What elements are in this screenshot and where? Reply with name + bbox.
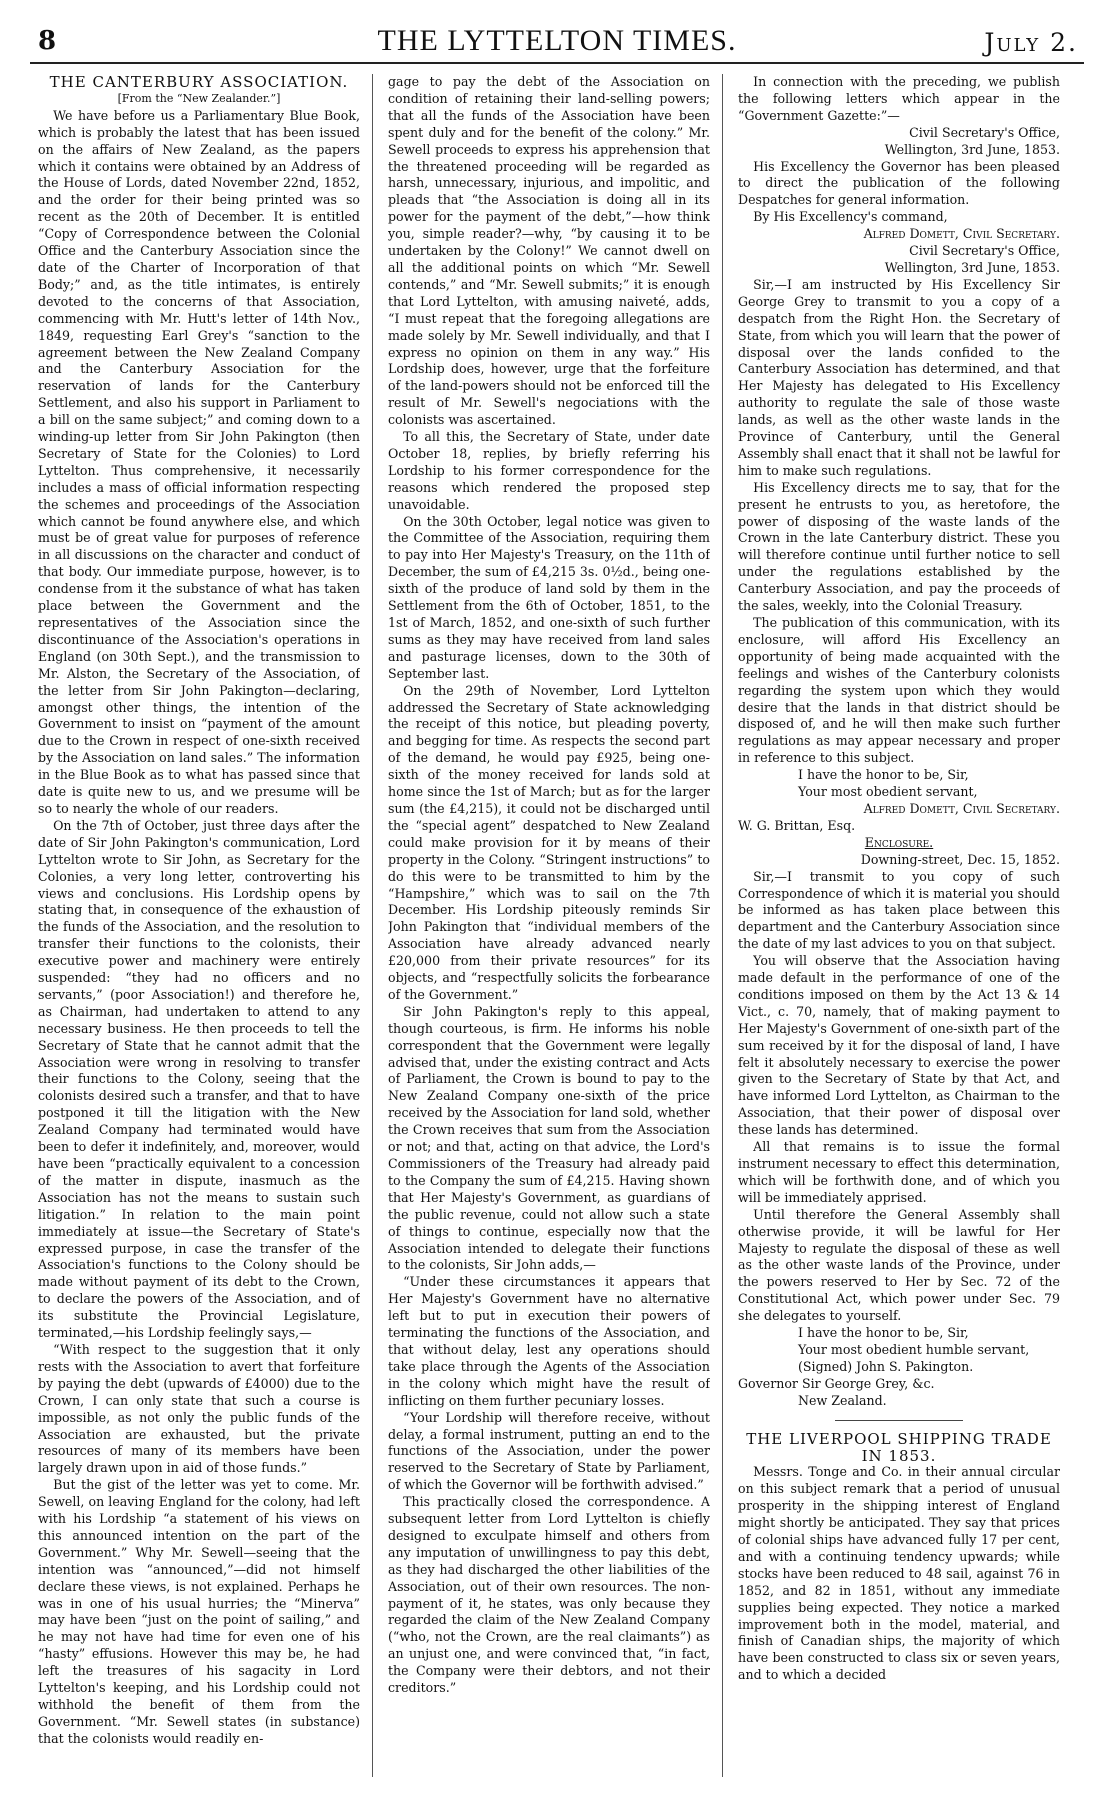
article-heading: THE LIVERPOOL SHIPPING TRADE IN 1853. (746, 1429, 1052, 1465)
masthead-rule (30, 62, 1084, 64)
article-source: [From the “New Zealander.”] (117, 91, 281, 105)
issue-date: July 2. (984, 28, 1078, 57)
paragraph: On the 29th of November, Lord Lyttelton addressed the Secretary of State acknowledging the receipt of this notice, but pleading poverty, and begging for time. As respects the second part of the demand, he would pay £925, being one-sixth of the money received for lands sold at home since the 1st of March; but as for the larger sum (the £4,215), it could not be discharged until the “special agent” despatched to New Zealand could make provision for it by means of their property in the Colony. “Stringent instructions” to do this were to be transmitted to him by the “Hampshire,” which was to sail on the 7th December. His Lordship piteously reminds Sir John Pakington that “individual members of the Association have already advanced nearly £20,000 from their private resources” for its objects, and “respectfully solicits the forbearance of the Government.” (388, 682, 710, 1002)
letter-address: Wellington, 3rd June, 1853. (884, 141, 1060, 157)
paragraph: gage to pay the debt of the Association on condition of retaining their land-selling powers; that all the funds of the Association have been spent duly and for the benefit of the colony.” Mr. Sewell proceeds to express his apprehension that the threatened proceeding will be regarded as harsh, unnecessary, injurious, and impolitic, and pleads that “the Association is doing all in its power for the payment of the debt,”—how think you, simple reader?—why, “by causing it to be undertaken by the Colony!” We cannot dwell on all the additional points on which “Mr. Sewell contends,” and “Mr. Sewell submits;” it is enough that Lord Lyttelton, with amusing naiveté, adds, “I must repeat that the foregoing allegations are made solely by Mr. Sewell individually, and that I express no opinion on them in any way.” His Lordship does, however, urge that the forfeiture of the land-powers should not be enforced till the result of Mr. Sewell's negociations with the colonists was ascertained. (388, 74, 710, 428)
paragraph: On the 30th October, legal notice was given to the Committee of the Association, requiring them to pay into Her Majesty's Treasury, on the 11th of December, the sum of £4,215 3s. 0½d., being one-sixth of the produce of land sold by them in the Settlement from the 6th of October, 1851, to the 1st of March, 1852, and one-sixth of such further sums as they may have received from land sales and pasturage licenses, down to the 30th of September last. (388, 513, 710, 681)
paragraph: On the 7th of October, just three days after the date of Sir John Pakington's communication, Lord Lyttelton wrote to Sir John, as Secretary for the Colonies, a very long letter, controverting his views and conclusions. His Lordship opens by stating that, in consequence of the exhaustion of the funds of the Association, and the resolution to transfer their functions to the colonists, their executive power and machinery were entirely suspended: “they had no officers and no servants,” (poor Association!) and therefore he, as Chairman, had undertaken to attend to any necessary business. He then proceeds to tell the Secretary of State that he cannot admit that the Association were wrong in resolving to transfer their functions to the Colony, seeing that the colonists desired such a transfer, and that to have postponed it till the litigation with the New Zealand Company had terminated would have been to defer it indefinitely, and, moreover, would have been “practically equivalent to a concession of the matter in dispute, inasmuch as the Association has not the means to sustain such litigation.” In relation to the main point immediately at issue—the Secretary of State's expressed purpose, in case the transfer of the Association's functions to the Colony should be made without payment of its debt to the Crown, to declare the powers of the Association, and of its substitute the Provincial Legislature, terminated,—his Lordship feelingly says,— (38, 817, 360, 1341)
page-number: 8 (38, 26, 57, 56)
column-2 (388, 74, 710, 1778)
paragraph: To all this, the Secretary of State, under date October 18, replies, by briefly referring his Lordship to his former correspondence for the reasons which rendered the proposed step unavoidable. (388, 429, 710, 512)
column-3 (738, 74, 1060, 1778)
paragraph: We have before us a Parliamentary Blue Book, which is probably the latest that has been issued on the affairs of New Zealand, as the papers which it contains were obtained by an Address of the House of Lords, dated November 22nd, 1852, and the order for their being printed was so recent as the 20th of December. It is entitled “Copy of Correspondence between the Colonial Office and the Canterbury Association since the date of the Charter of Incorporation of that Body;” and, as the title intimates, is entirely devoted to the concerns of that Association, commencing with Mr. Hutt's letter of 14th Nov., 1849, requesting Earl Grey's “sanction to the agreement between the New Zealand Company and the Canterbury Association for the reservation of lands for the Canterbury Settlement, and also his support in Parliament to a bill on the same subject;” and coming down to a winding-up letter from Sir John Pakington (then Secretary of State for the Colonies) to Lord Lyttelton. Thus comprehensive, it necessarily includes a mass of official information respecting the schemes and proceedings of the Association which cannot be found anywhere else, and which must be of great value for purposes of reference in all discussions on the character and conduct of that body. Our immediate purpose, however, is to condense from it the substance of what has taken place between the Government and the representatives of the Association since the discontinuance of the Association's operations in England (on 30th Sept.), and the transmission to Mr. Alston, the Secretary of the Association, of the letter from Sir John Pakington—declaring, amongst other things, the intention of the Government to insist on “payment of the amount due to the Crown in respect of one-sixth received by the Association on land sales.” The information in the Blue Book as to what has passed since that date is quite new to us, and we presume will be so to nearly the whole of our readers. (38, 107, 360, 816)
newspaper-title: THE LYTTELTON TIMES. (377, 24, 737, 57)
closing: Your most obedient servant, (798, 784, 978, 800)
paragraph: His Excellency directs me to say, that for the present he entrusts to you, as heretofore, the power of disposing of the waste lands of the Crown in the late Canterbury district. These you will therefore continue until further notice to sell under the regulations established by the Canterbury Association, and pay the proceeds of the sales, weekly, into the Colonial Treasury. (738, 479, 1060, 614)
paragraph: Until therefore the General Assembly shall otherwise provide, it will be lawful for Her Majesty to regulate the disposal of these as well as the other waste lands of the Province, under the powers reserved to Her by Sec. 72 of the Constitutional Act, which power under Sec. 79 she delegates to yourself. (738, 1206, 1060, 1324)
paragraph: In connection with the preceding, we publish the following letters which appear in the “Government Gazette:”— (738, 74, 1060, 123)
letter-address: Wellington, 3rd June, 1853. (884, 259, 1060, 275)
letter-address: Downing-street, Dec. 15, 1852. (860, 851, 1060, 867)
column-divider (722, 74, 723, 1777)
section-divider (835, 1420, 964, 1421)
column-1 (38, 74, 360, 1778)
addressee: W. G. Brittan, Esq. (738, 817, 856, 833)
signature: Alfred Domett, Civil Secretary. (863, 800, 1060, 816)
paragraph: But the gist of the letter was yet to come. Mr. Sewell, on leaving England for the colony, had left with his Lordship “a statement of his views on this announced intention on the part of the Government.” Why Mr. Sewell—seeing that the intention was “announced,”—did not himself declare these views, is not explained. Perhaps he was in one of his usual hurries; the “Minerva” may have been “just on the point of sailing,” and he may not have had time for even one of his “hasty” effusions. However this may be, he had left the treasures of his sagacity in Lord Lyttelton's keeping, and his Lordship could not withhold the benefit of them from the Government. “Mr. Sewell states (in substance) that the colonists would readily en- (38, 1477, 360, 1746)
paragraph: His Excellency the Governor has been pleased to direct the publication of the following Despatches for general information. (738, 158, 1060, 208)
paragraph: “With respect to the suggestion that it only rests with the Association to avert that forfeiture by paying the debt (upwards of £4000) due to the Crown, I can only state that such a course is impossible, as not only the public funds of the Association are exhausted, but the private resources of many of its members have been largely drawn upon in aid of those funds.” (38, 1341, 360, 1476)
paragraph: By His Excellency's command, (753, 209, 948, 225)
closing: I have the honor to be, Sir, (798, 1325, 969, 1341)
paragraph: “Under these circumstances it appears that Her Majesty's Government have no alternative left but to put in execution their powers of terminating the functions of the Association, and that without delay, lest any operations should take place through the Agents of the Association in the colony which might have the result of inflicting on them further pecuniary losses. (388, 1274, 710, 1408)
signature: (Signed) John S. Pakington. (798, 1358, 974, 1374)
letter-address: Civil Secretary's Office, (909, 124, 1060, 140)
addressee: Governor Sir George Grey, &c. (738, 1375, 935, 1391)
paragraph: Sir,—I am instructed by His Excellency Sir George Grey to transmit to you a copy of a despatch from the Right Hon. the Secretary of State, from which you will learn that the power of disposal over the lands confided to the Canterbury Association has determined, and that Her Majesty has delegated to His Excellency authority to regulate the sale of those waste lands, as well as the other waste lands in the Province of Canterbury, until the General Assembly shall enact that it shall not be lawful for him to make such regulations. (738, 276, 1060, 478)
closing: I have the honor to be, Sir, (798, 767, 969, 783)
masthead (30, 20, 1084, 66)
paragraph: This practically closed the correspondence. A subsequent letter from Lord Lyttelton is chiefly designed to exculpate himself and others from any imputation of unwillingness to pay this debt, as they had discharged the other liabilities of the Association, out of their own resources. The non-payment of it, he states, was only because they regarded the claim of the New Zealand Company (“who, not the Crown, are the real claimants”) as an unjust one, and were convinced that, “in fact, the Company were their debtors, and not their creditors.” (388, 1494, 710, 1696)
paragraph: Sir John Pakington's reply to this appeal, though courteous, is firm. He informs his noble correspondent that the Government were legally advised that, under the existing contract and Acts of Parliament, the Crown is bound to pay to the New Zealand Company one-sixth of the price received by the Association for land sold, whether the Crown receives that sum from the Association or not; and that, acting on that advice, the Lord's Commissioners of the Treasury had already paid to the Company the sum of £4,215. Having shown that Her Majesty's Government, as guardians of the public revenue, could not allow such a state of things to continue, especially now that the Association intended to delegate their functions to the colonists, Sir John adds,— (388, 1003, 710, 1273)
column-divider (372, 74, 373, 1777)
paragraph: You will observe that the Association having made default in the performance of one of the conditions imposed on them by the Act 13 & 14 Vict., c. 70, namely, that of making payment to Her Majesty's Government of one-sixth part of the sum received by it for the disposal of land, I have felt it absolutely necessary to exercise the power given to the Secretary of State by that Act, and have informed Lord Lyttelton, as Chairman to the Association, that their power of disposal over these lands has determined. (738, 953, 1060, 1138)
paragraph: The publication of this communication, with its enclosure, will afford His Excellency an opportunity of being made acquainted with the feelings and wishes of the Canterbury colonists regarding the system upon which they would desire that the lands in that district should be disposed of, and he will then make such further regulations as may appear necessary and proper in reference to this subject. (738, 615, 1060, 766)
article-heading: THE CANTERBURY ASSOCIATION. (49, 74, 349, 91)
letter-address: Civil Secretary's Office, (909, 243, 1060, 259)
paragraph: Sir,—I transmit to you copy of such Correspondence of which it is material you should be informed as has taken place between this department and the Canterbury Association since the date of my last advices to you on that subject. (738, 868, 1060, 952)
enclosure-heading: Enclosure. (864, 834, 934, 850)
closing: Your most obedient humble servant, (798, 1341, 1030, 1357)
addressee: New Zealand. (798, 1392, 887, 1408)
paragraph: Messrs. Tonge and Co. in their annual circular on this subject remark that a period of unusual prosperity in the shipping interest of England might shortly be anticipated. They say that prices of colonial ships have advanced fully 17 per cent, and with a continuing tendency upwards; while stocks have been reduced to 48 sail, against 76 in 1852, and 82 in 1851, without any immediate supplies being expected. They notice a marked improvement both in the model, material, and finish of Canadian ships, the majority of which have been constructed to class six or seven years, and to which a decided (738, 1464, 1060, 1683)
paragraph: All that remains is to issue the formal instrument necessary to effect this determination, which will be forthwith done, and of which you will be immediately apprised. (738, 1139, 1060, 1205)
signature: Alfred Domett, Civil Secretary. (863, 226, 1060, 242)
paragraph: “Your Lordship will therefore receive, without delay, a formal instrument, putting an end to the functions of the Association, under the power reserved to the Secretary of State by Parliament, of which the Governor will be forthwith advised.” (388, 1409, 710, 1493)
